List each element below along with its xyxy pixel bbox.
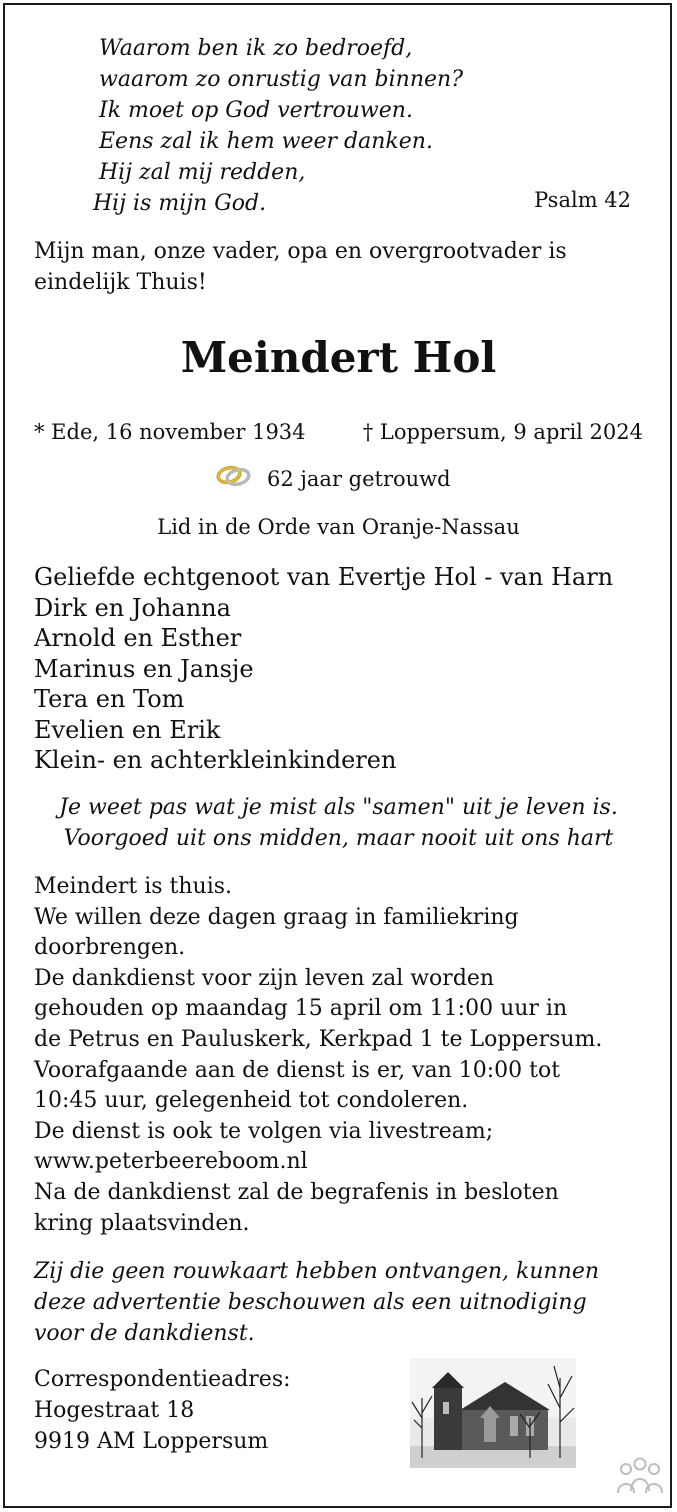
quote-line: Je weet pas wat je mist als "samen" uit je leven is. [59, 795, 618, 820]
info-line: 10:45 uur, gelegenheid tot condoleren. [34, 1088, 469, 1114]
family-list [34, 562, 613, 776]
poem-line: Eens zal ik hem weer danken. [99, 129, 433, 154]
church-photo [410, 1358, 576, 1468]
invitation-note [34, 1256, 599, 1349]
wedding-rings-icon [214, 460, 254, 490]
info-line: Voorafgaande aan de dienst is er, van 10:00 tot [34, 1057, 561, 1083]
address-street: Hogestraat 18 [34, 1398, 195, 1423]
poem-line: Hij is mijn God. [93, 191, 267, 216]
order-membership: Lid in de Orde van Oranje-Nassau [157, 515, 520, 539]
poem-line: Waarom ben ik zo bedroefd, [99, 36, 413, 61]
info-line: We willen deze dagen graag in familiekring [34, 904, 519, 930]
intro-line: Mijn man, onze vader, opa en overgrootvader is [34, 239, 567, 264]
info-line: Na de dankdienst zal de begrafenis in besloten [34, 1179, 559, 1205]
list-item: Tera en Tom [34, 685, 185, 713]
info-line: gehouden op maandag 15 april om 11:00 uur in [34, 996, 568, 1022]
info-line: De dienst is ook te volgen via livestream; [34, 1118, 494, 1144]
intro-line: eindelijk Thuis! [34, 270, 207, 295]
info-line: kring plaatsvinden. [34, 1210, 250, 1236]
list-item: Marinus en Jansje [34, 654, 254, 683]
poem-line: waarom zo onrustig van binnen? [99, 67, 463, 92]
intro-text [34, 236, 567, 298]
poem [93, 33, 463, 219]
note-line: Zij die geen rouwkaart hebben ontvangen, kunnen [34, 1259, 600, 1284]
info-line: De dankdienst voor zijn leven zal worden [34, 965, 495, 991]
address-city: 9919 AM Loppersum [34, 1429, 269, 1454]
married-years: 62 jaar getrouwd [267, 467, 451, 491]
note-line: voor de dankdienst. [34, 1321, 255, 1346]
quote-line: Voorgoed uit ons midden, maar nooit uit ons hart [63, 826, 614, 851]
info-line: doorbrengen. [34, 935, 186, 961]
list-item: Evelien en Erik [34, 715, 221, 744]
info-line: de Petrus en Pauluskerk, Kerkpad 1 te Loppersum. [34, 1026, 603, 1052]
deceased-name: Meindert Hol [180, 333, 497, 382]
livestream-link[interactable]: www.peterbeereboom.nl [34, 1149, 308, 1175]
quote [0, 792, 677, 854]
correspondence-address [34, 1364, 291, 1457]
death-info: † Loppersum, 9 april 2024 [362, 420, 643, 444]
info-line: Meindert is thuis. [34, 874, 233, 899]
note-line: deze advertentie beschouwen als een uitnodiging [34, 1290, 587, 1315]
list-item: Arnold en Esther [34, 624, 242, 652]
service-info [34, 872, 602, 1239]
poem-line: Hij zal mij redden, [99, 160, 306, 185]
poem-source: Psalm 42 [534, 188, 631, 212]
birth-info: * Ede, 16 november 1934 [34, 420, 306, 444]
people-group-icon [616, 1455, 664, 1497]
poem-line: Ik moet op God vertrouwen. [99, 98, 413, 123]
address-label: Correspondentieadres: [34, 1367, 291, 1392]
list-item: Klein- en achterkleinkinderen [34, 746, 397, 774]
list-item: Geliefde echtgenoot van Evertje Hol - van Harn [34, 563, 614, 591]
list-item: Dirk en Johanna [34, 593, 231, 622]
